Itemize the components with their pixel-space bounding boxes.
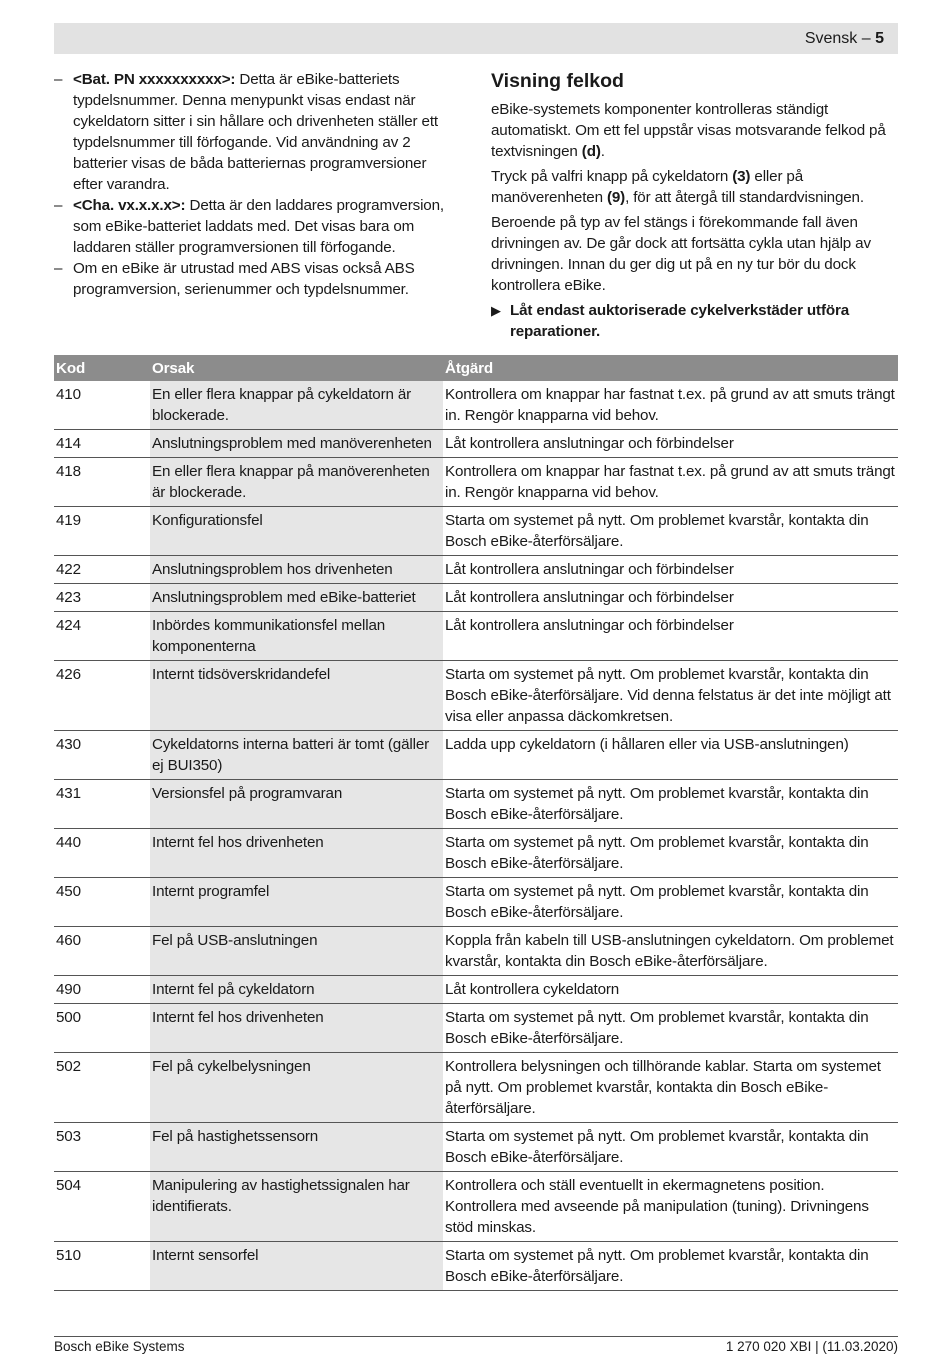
cell-cause: Internt fel på cykeldatorn bbox=[150, 976, 443, 1004]
header-cause: Orsak bbox=[150, 355, 443, 381]
footer-left: Bosch eBike Systems bbox=[54, 1339, 185, 1354]
page-header-text bbox=[805, 30, 884, 48]
cell-code: 500 bbox=[54, 1004, 150, 1053]
cell-code: 440 bbox=[54, 829, 150, 878]
table-row bbox=[54, 584, 898, 612]
list-item-battery-pn: – <Bat. PN xxxxxxxxxx>: Detta är eBike-batteriets typdelsnummer. Denna menypunkt visas endast när cykeldatorn sitter i sin hållare och drivenheten ställer ett typdelsnummer till förfogande. Vid användning av 2 batterier visas de båda batteriernas programversioner efter varandra. bbox=[54, 71, 438, 193]
list-term: <Bat. PN xxxxxxxxxx>: bbox=[73, 71, 236, 88]
table-row bbox=[54, 507, 898, 556]
cell-cause: Internt programfel bbox=[150, 878, 443, 927]
table-row bbox=[54, 1172, 898, 1242]
cell-action: Låt kontrollera cykeldatorn bbox=[443, 976, 898, 1004]
cell-cause: Internt tidsöverskridandefel bbox=[150, 661, 443, 731]
cell-cause: Manipulering av hastighetssignalen har identifierats. bbox=[150, 1172, 443, 1242]
table-row bbox=[54, 612, 898, 661]
cell-action: Kontrollera om knappar har fastnat t.ex. på grund av att smuts trängt in. Rengör knapparna vid behov. bbox=[443, 458, 898, 507]
list-item-charger-version: – <Cha. vx.x.x.x>: Detta är den laddares programversion, som eBike-batteriet laddats med. Det visas bara om laddaren ställer programversionen till förfogande. bbox=[54, 197, 444, 256]
cell-action: Starta om systemet på nytt. Om problemet kvarstår, kontakta din Bosch eBike-återförsäljare. Vid denna felstatus är det inte möjligt att visa eller anpassa däckomkretsen. bbox=[443, 661, 898, 731]
cell-cause: Cykeldatorns interna batteri är tomt (gäller ej BUI350) bbox=[150, 731, 443, 780]
cell-action: Starta om systemet på nytt. Om problemet kvarstår, kontakta din Bosch eBike-återförsäljare. bbox=[443, 780, 898, 829]
footer-rule bbox=[54, 1336, 898, 1337]
cell-code: 414 bbox=[54, 430, 150, 458]
page-header bbox=[54, 23, 898, 54]
cell-action: Kontrollera belysningen och tillhörande kablar. Starta om systemet på nytt. Om problemet kvarstår, kontakta din Bosch eBike-återförsäljare. bbox=[443, 1053, 898, 1123]
cell-cause: Internt sensorfel bbox=[150, 1242, 443, 1291]
table-row bbox=[54, 1123, 898, 1172]
header-language: Svensk bbox=[804, 30, 858, 47]
table-row bbox=[54, 976, 898, 1004]
cell-cause: Versionsfel på programvaran bbox=[150, 780, 443, 829]
cell-cause: En eller flera knappar på cykeldatorn är blockerade. bbox=[150, 381, 443, 430]
page-number: 5 bbox=[875, 30, 884, 47]
cell-cause: Konfigurationsfel bbox=[150, 507, 443, 556]
error-code-table bbox=[54, 355, 898, 1291]
cell-cause: Anslutningsproblem hos drivenheten bbox=[150, 556, 443, 584]
table-row bbox=[54, 780, 898, 829]
list-text: Detta är eBike-batteriets typdelsnummer. Denna menypunkt visas endast när cykeldatorn sitter i sin hållare och drivenheten ställer ett typdelsnummer till förfogande. Vid användning av 2 batterier visas de båda batteriernas programversioner efter varandra. bbox=[73, 71, 438, 193]
table-row bbox=[54, 1053, 898, 1123]
warning-note bbox=[491, 300, 901, 342]
cell-action: Starta om systemet på nytt. Om problemet kvarstår, kontakta din Bosch eBike-återförsäljare. bbox=[443, 878, 898, 927]
cell-code: 423 bbox=[54, 584, 150, 612]
cell-action: Låt kontrollera anslutningar och förbindelser bbox=[443, 556, 898, 584]
cell-cause: Inbördes kommunikationsfel mellan komponenterna bbox=[150, 612, 443, 661]
table-row bbox=[54, 1004, 898, 1053]
list-item-abs: – Om en eBike är utrustad med ABS visas också ABS programversion, serienummer och typdelsnummer. bbox=[54, 260, 415, 298]
cell-cause: Internt fel hos drivenheten bbox=[150, 829, 443, 878]
header-action: Åtgärd bbox=[443, 355, 898, 381]
triangle-right-icon: ▶ bbox=[491, 303, 501, 318]
warning-text: Låt endast auktoriserade cykelverkstäder utföra reparationer. bbox=[510, 302, 850, 340]
table-row bbox=[54, 661, 898, 731]
list-text: Om en eBike är utrustad med ABS visas också ABS programversion, serienummer och typdelsnummer. bbox=[73, 260, 415, 298]
cell-cause: Internt fel hos drivenheten bbox=[150, 1004, 443, 1053]
table-row bbox=[54, 927, 898, 976]
paragraph-intro: eBike-systemets komponenter kontrolleras ständigt automatiskt. Om ett fel uppstår visas motsvarande felkod på textvisningen (d). bbox=[491, 101, 886, 160]
cell-cause: Anslutningsproblem med eBike-batteriet bbox=[150, 584, 443, 612]
cell-cause: Fel på hastighetssensorn bbox=[150, 1123, 443, 1172]
cell-action: Låt kontrollera anslutningar och förbindelser bbox=[443, 584, 898, 612]
cell-code: 424 bbox=[54, 612, 150, 661]
table-row bbox=[54, 458, 898, 507]
cell-action: Kontrollera och ställ eventuellt in ekermagnetens position. Kontrollera med avseende på manipulation (tuning). Drivningens stöd minskas. bbox=[443, 1172, 898, 1242]
cell-code: 450 bbox=[54, 878, 150, 927]
cell-action: Kontrollera om knappar har fastnat t.ex. på grund av att smuts trängt in. Rengör knapparna vid behov. bbox=[443, 381, 898, 430]
cell-cause: Fel på cykelbelysningen bbox=[150, 1053, 443, 1123]
cell-action: Ladda upp cykeldatorn (i hållaren eller via USB-anslutningen) bbox=[443, 731, 898, 780]
cell-code: 431 bbox=[54, 780, 150, 829]
cell-code: 504 bbox=[54, 1172, 150, 1242]
cell-action: Starta om systemet på nytt. Om problemet kvarstår, kontakta din Bosch eBike-återförsäljare. bbox=[443, 1242, 898, 1291]
cell-code: 430 bbox=[54, 731, 150, 780]
cell-code: 418 bbox=[54, 458, 150, 507]
table-row bbox=[54, 1242, 898, 1291]
header-separator: – bbox=[861, 30, 871, 47]
right-column bbox=[491, 69, 901, 342]
list-text: Detta är den laddares programversion, som eBike-batteriet laddats med. Det visas bara om laddaren ställer programversionen till förfogande. bbox=[73, 197, 444, 256]
cell-action: Starta om systemet på nytt. Om problemet kvarstår, kontakta din Bosch eBike-återförsäljare. bbox=[443, 507, 898, 556]
cell-code: 419 bbox=[54, 507, 150, 556]
table-row bbox=[54, 829, 898, 878]
table-row bbox=[54, 731, 898, 780]
table-header-row bbox=[54, 355, 898, 381]
cell-cause: Fel på USB-anslutningen bbox=[150, 927, 443, 976]
cell-code: 460 bbox=[54, 927, 150, 976]
table-row bbox=[54, 381, 898, 430]
paragraph-press-button: Tryck på valfri knapp på cykeldatorn (3) eller på manöverenheten (9), för att återgå till standardvisningen. bbox=[491, 168, 864, 206]
cell-action: Starta om systemet på nytt. Om problemet kvarstår, kontakta din Bosch eBike-återförsäljare. bbox=[443, 1123, 898, 1172]
cell-cause: Anslutningsproblem med manöverenheten bbox=[150, 430, 443, 458]
header-code: Kod bbox=[54, 355, 150, 381]
cell-action: Starta om systemet på nytt. Om problemet kvarstår, kontakta din Bosch eBike-återförsäljare. bbox=[443, 1004, 898, 1053]
left-column bbox=[54, 69, 454, 300]
cell-code: 510 bbox=[54, 1242, 150, 1291]
table-row bbox=[54, 878, 898, 927]
footer-right: 1 270 020 XBI | (11.03.2020) bbox=[725, 1339, 898, 1354]
cell-code: 502 bbox=[54, 1053, 150, 1123]
cell-code: 426 bbox=[54, 661, 150, 731]
cell-action: Låt kontrollera anslutningar och förbindelser bbox=[443, 430, 898, 458]
cell-code: 422 bbox=[54, 556, 150, 584]
cell-action: Låt kontrollera anslutningar och förbindelser bbox=[443, 612, 898, 661]
cell-code: 410 bbox=[54, 381, 150, 430]
cell-code: 490 bbox=[54, 976, 150, 1004]
cell-cause: En eller flera knappar på manöverenheten är blockerade. bbox=[150, 458, 443, 507]
table-row bbox=[54, 556, 898, 584]
table-row bbox=[54, 430, 898, 458]
section-title: Visning felkod bbox=[491, 70, 624, 92]
cell-action: Starta om systemet på nytt. Om problemet kvarstår, kontakta din Bosch eBike-återförsäljare. bbox=[443, 829, 898, 878]
cell-code: 503 bbox=[54, 1123, 150, 1172]
paragraph-drive-off: Beroende på typ av fel stängs i förekommande fall även drivningen av. De går dock att fortsätta cykla utan hjälp av drivningen. Innan du ger dig ut på en ny tur bör du dock kontrollera eBike. bbox=[491, 214, 871, 294]
cell-action: Koppla från kabeln till USB-anslutningen cykeldatorn. Om problemet kvarstår, kontakta din Bosch eBike-återförsäljare. bbox=[443, 927, 898, 976]
list-term: <Cha. vx.x.x.x>: bbox=[73, 197, 186, 214]
